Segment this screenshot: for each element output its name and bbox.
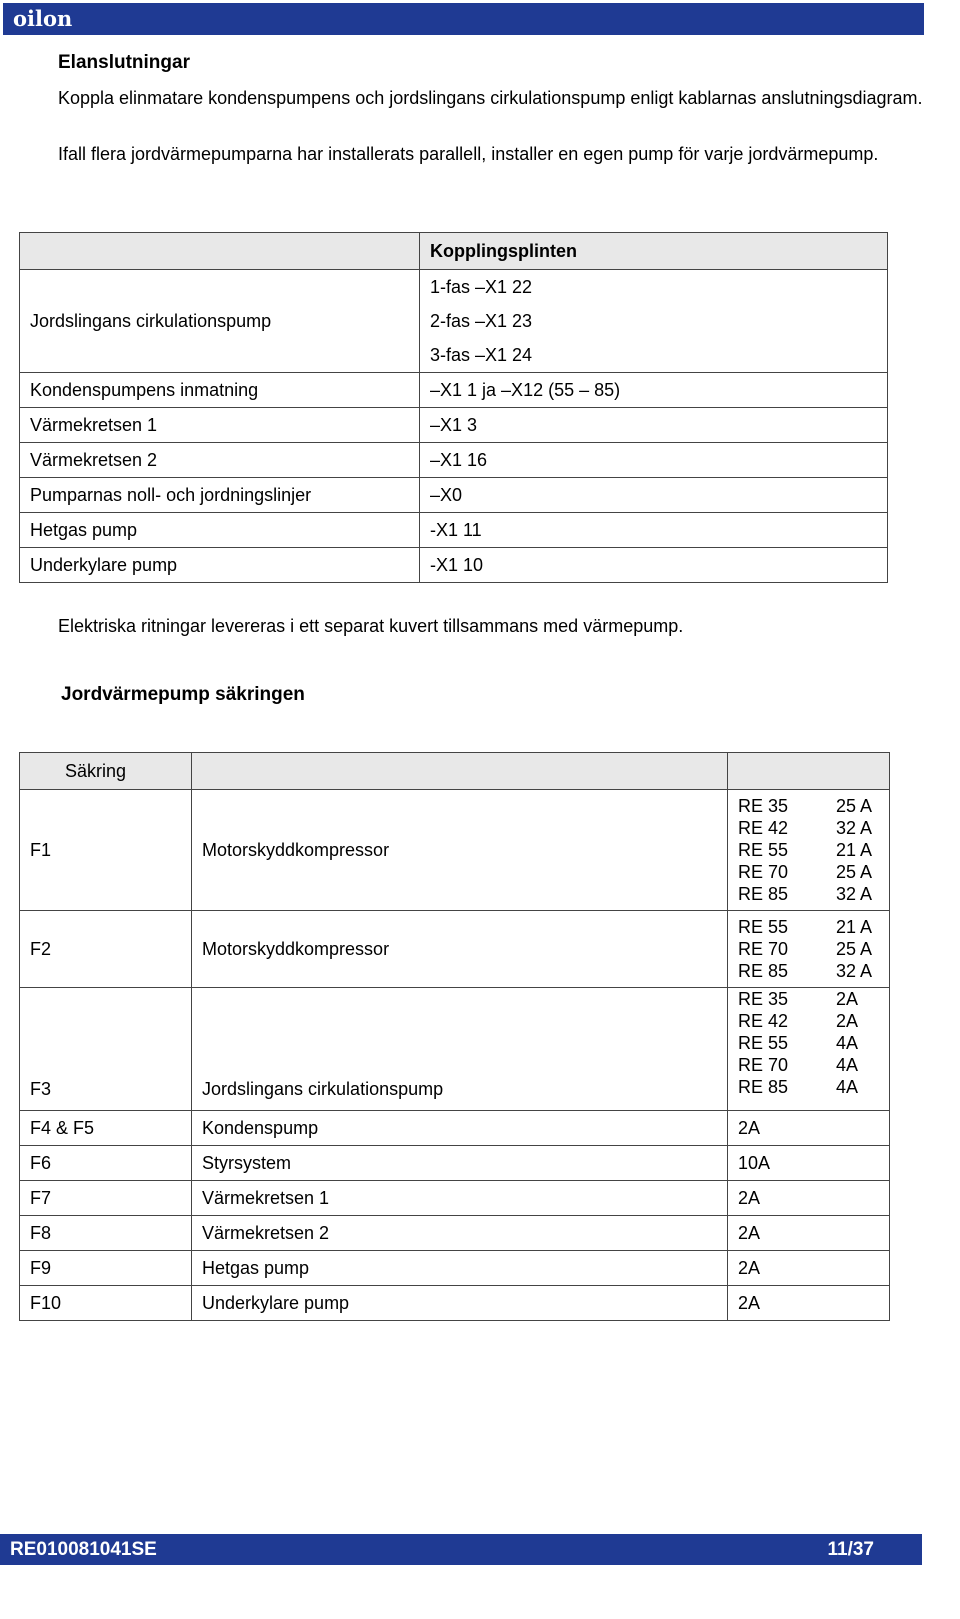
connection-table <box>19 232 888 583</box>
row-value: –X1 3 <box>420 408 888 443</box>
table-header-kopplingsplinten: Kopplingsplinten <box>420 233 888 270</box>
value-line: 2-fas –X1 23 <box>430 311 533 331</box>
fuse-desc: Motorskyddkompressor <box>192 911 728 988</box>
fuse-id: F10 <box>20 1286 192 1321</box>
fuse-desc: Värmekretsen 1 <box>192 1181 728 1216</box>
table-row <box>20 408 888 443</box>
fuse-rating: 4A <box>836 1033 859 1053</box>
table-header-row <box>20 233 888 270</box>
fuse-rating: 2A <box>728 1181 890 1216</box>
table-row <box>20 443 888 478</box>
table-header-cell <box>20 233 420 270</box>
row-value <box>420 270 888 373</box>
row-label: Värmekretsen 1 <box>20 408 420 443</box>
row-label: Hetgas pump <box>20 513 420 548</box>
table-header-sakring: Säkring <box>20 753 192 790</box>
model-label: RE 70 <box>738 939 789 959</box>
model-label: RE 42 <box>738 1011 789 1031</box>
paragraph-koppla: Koppla elinmatare kondenspumpens och jordslingans cirkulationspump enligt kablarnas anslutningsdiagram. <box>58 88 923 108</box>
fuse-desc: Jordslingans cirkulationspump <box>192 988 728 1111</box>
fuse-desc: Styrsystem <box>192 1146 728 1181</box>
fuse-rating: 25 A <box>836 862 873 882</box>
fuse-rating: 2A <box>728 1286 890 1321</box>
fuse-id: F9 <box>20 1251 192 1286</box>
table-row <box>20 988 890 1111</box>
fuse-id: F2 <box>20 911 192 988</box>
fuse-id: F7 <box>20 1181 192 1216</box>
model-label: RE 85 <box>738 884 789 904</box>
fuse-rating: 32 A <box>836 818 873 838</box>
oilon-logo: oilon <box>13 6 73 31</box>
fuse-table <box>19 752 890 1321</box>
table-row <box>20 478 888 513</box>
footer-bar <box>0 1534 922 1565</box>
table-header-row <box>20 753 890 790</box>
row-value: -X1 10 <box>420 548 888 583</box>
table-row <box>20 270 888 373</box>
drawings-note: Elektriska ritningar levereras i ett separat kuvert tillsammans med värmepump. <box>58 616 684 636</box>
model-label: RE 55 <box>738 917 789 937</box>
table-header-cell <box>728 753 890 790</box>
table-row <box>20 911 890 988</box>
fuse-rating: 25 A <box>836 796 873 816</box>
fuse-rating: 21 A <box>836 840 873 860</box>
fuse-rating: 2A <box>728 1216 890 1251</box>
fuse-rating: 21 A <box>836 917 873 937</box>
model-label: RE 85 <box>738 1077 789 1097</box>
model-label: RE 35 <box>738 989 789 1009</box>
table-row <box>20 1216 890 1251</box>
paragraph-ifall: Ifall flera jordvärmepumparna har installerats parallell, installer en egen pump för varje jordvärmepump. <box>58 144 879 164</box>
model-label: RE 55 <box>738 1033 789 1053</box>
fuse-id: F3 <box>20 988 192 1111</box>
section-title-sakringen: Jordvärmepump säkringen <box>61 684 305 705</box>
fuse-values <box>728 911 890 988</box>
fuse-rating: 2A <box>836 1011 859 1031</box>
fuse-rating: 32 A <box>836 961 873 981</box>
table-row <box>20 1146 890 1181</box>
fuse-id: F1 <box>20 790 192 911</box>
fuse-desc: Motorskyddkompressor <box>192 790 728 911</box>
fuse-rating: 25 A <box>836 939 873 959</box>
page-number: 11/37 <box>827 1539 874 1560</box>
table-row <box>20 1251 890 1286</box>
fuse-rating: 4A <box>836 1055 859 1075</box>
row-value: –X0 <box>420 478 888 513</box>
fuse-values <box>728 988 890 1111</box>
document-id: RE010081041SE <box>10 1539 157 1560</box>
table-row <box>20 513 888 548</box>
row-value: –X1 1 ja –X12 (55 – 85) <box>420 373 888 408</box>
table-row <box>20 1111 890 1146</box>
fuse-desc: Underkylare pump <box>192 1286 728 1321</box>
table-row <box>20 1181 890 1216</box>
fuse-id: F6 <box>20 1146 192 1181</box>
fuse-rating: 10A <box>728 1146 890 1181</box>
value-line: 1-fas –X1 22 <box>430 277 533 297</box>
table-row <box>20 1286 890 1321</box>
header-bar <box>3 3 924 35</box>
model-label: RE 55 <box>738 840 789 860</box>
fuse-id: F4 & F5 <box>20 1111 192 1146</box>
row-label: Underkylare pump <box>20 548 420 583</box>
row-label: Värmekretsen 2 <box>20 443 420 478</box>
table-header-cell <box>192 753 728 790</box>
table-row <box>20 373 888 408</box>
row-value: -X1 11 <box>420 513 888 548</box>
table-row <box>20 790 890 911</box>
value-line: 3-fas –X1 24 <box>430 345 533 365</box>
fuse-desc: Värmekretsen 2 <box>192 1216 728 1251</box>
fuse-desc: Kondenspump <box>192 1111 728 1146</box>
model-label: RE 85 <box>738 961 789 981</box>
fuse-rating: 2A <box>836 989 859 1009</box>
fuse-rating: 2A <box>728 1251 890 1286</box>
model-label: RE 70 <box>738 862 789 882</box>
row-value: –X1 16 <box>420 443 888 478</box>
fuse-id: F8 <box>20 1216 192 1251</box>
row-label: Jordslingans cirkulationspump <box>20 270 420 373</box>
model-label: RE 70 <box>738 1055 789 1075</box>
fuse-desc: Hetgas pump <box>192 1251 728 1286</box>
row-label: Kondenspumpens inmatning <box>20 373 420 408</box>
fuse-values <box>728 790 890 911</box>
table-row <box>20 548 888 583</box>
fuse-rating: 2A <box>728 1111 890 1146</box>
model-label: RE 42 <box>738 818 789 838</box>
fuse-rating: 4A <box>836 1077 859 1097</box>
section-title-elanslutningar: Elanslutningar <box>58 52 190 73</box>
model-label: RE 35 <box>738 796 789 816</box>
fuse-rating: 32 A <box>836 884 873 904</box>
row-label: Pumparnas noll- och jordningslinjer <box>20 478 420 513</box>
